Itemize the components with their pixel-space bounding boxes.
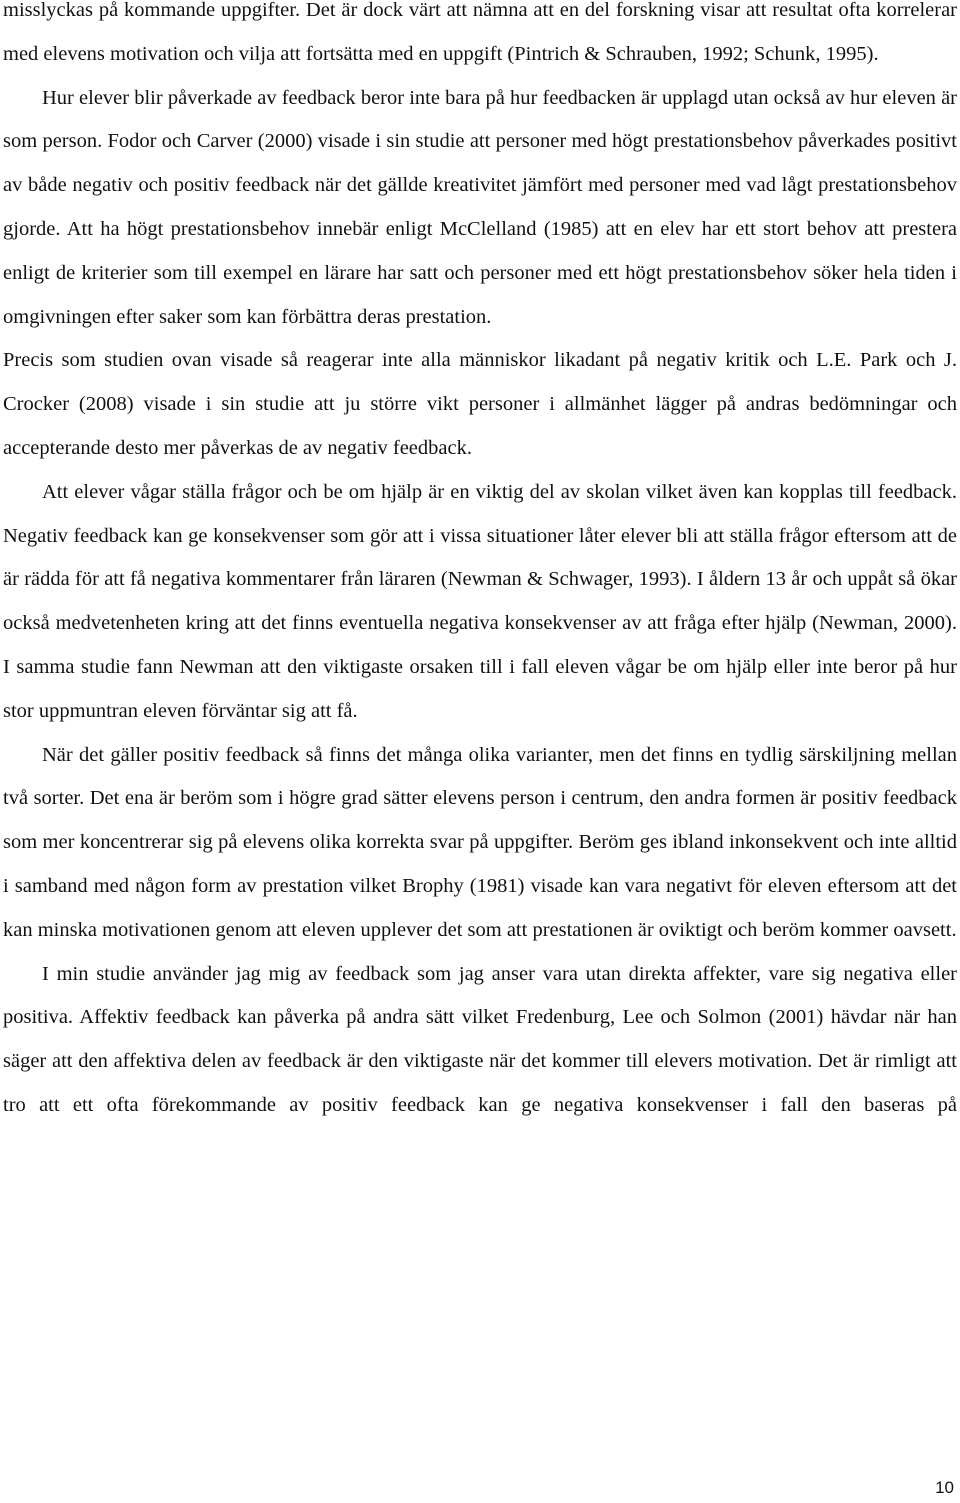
document-page	[3, 0, 957, 1128]
paragraph-5: När det gäller positiv feedback så finns det många olika varianter, men det finns en tydlig särskiljning mellan två sorter. Det ena är beröm som i högre grad sätter elevens person i centrum, den andra formen är positiv feedback som mer koncentrerar sig på elevens olika korrekta svar på uppgifter. Beröm ges ibland inkonsekvent och inte alltid i samband med någon form av prestation vilket Brophy (1981) visade kan vara negativt för eleven eftersom att det kan minska motivationen genom att eleven upplever det som att prestationen är oviktigt och beröm kommer oavsett.	[3, 743, 957, 941]
paragraph-4: Att elever vågar ställa frågor och be om hjälp är en viktig del av skolan vilket även kan kopplas till feedback. Negativ feedback kan ge konsekvenser som gör att i vissa situationer låter elever bli att ställa frågor eftersom att de är rädda för att få negativa kommentarer från läraren (Newman & Schwager, 1993). I åldern 13 år och uppåt så ökar också medvetenheten kring att det finns eventuella negativa konsekvenser av att fråga efter hjälp (Newman, 2000). I samma studie fann Newman att den viktigaste orsaken till i fall eleven vågar be om hjälp eller inte beror på hur stor uppmuntran eleven förväntar sig att få.	[3, 480, 957, 722]
page-number: 10	[935, 1478, 954, 1497]
paragraph-2: Hur elever blir påverkade av feedback beror inte bara på hur feedbacken är upplagd utan också av hur eleven är som person. Fodor och Carver (2000) visade i sin studie att personer med högt prestationsbehov påverkades positivt av både negativ och positiv feedback när det gällde kreativitet jämfört med personer med vad lågt prestationsbehov gjorde. Att ha högt prestationsbehov innebär enligt McClelland (1985) att en elev har ett stort behov att prestera enligt de kriterier som till exempel en lärare har satt och personer med ett högt prestationsbehov söker hela tiden i omgivningen efter saker som kan förbättra deras prestation.	[3, 86, 957, 328]
paragraph-3: Precis som studien ovan visade så reagerar inte alla människor likadant på negativ kritik och L.E. Park och J. Crocker (2008) visade i sin studie att ju större vikt personer i allmänhet lägger på andras bedömningar och accepterande desto mer påverkas de av negativ feedback.	[3, 349, 957, 459]
paragraph-6: I min studie använder jag mig av feedback som jag anser vara utan direkta affekter, vare sig negativa eller positiva. Affektiv feedback kan påverka på andra sätt vilket Fredenburg, Lee och Solmon (2001) hävdar när han säger att den affektiva delen av feedback är den viktigaste när det kommer till elevers motivation. Det är rimligt att tro att ett ofta förekommande av positiv feedback kan ge negativa konsekvenser i fall den baseras på	[3, 962, 957, 1116]
paragraph-1: misslyckas på kommande uppgifter. Det är dock värt att nämna att en del forskning visar att resultat ofta korrelerar med elevens motivation och vilja att fortsätta med en uppgift (Pintrich & Schrauben, 1992; Schunk, 1995).	[3, 0, 957, 65]
